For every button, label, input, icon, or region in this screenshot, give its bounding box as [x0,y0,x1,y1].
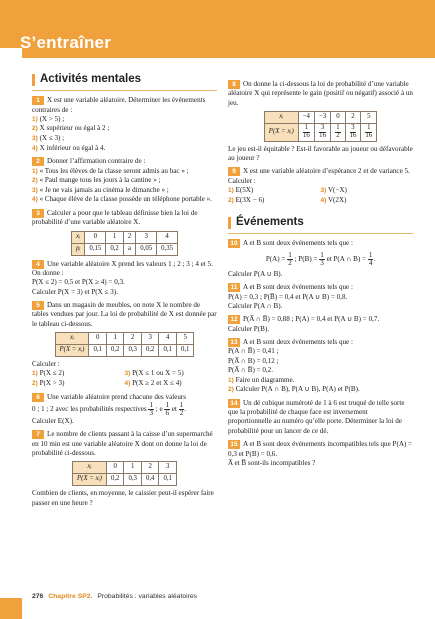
list-item: 1) Faire un diagramme. [228,375,295,384]
header-tab [0,48,22,58]
table-row: xᵢ 0 1 2 3 4 5 [55,333,194,345]
exercise-text: Donner l’affirmation contraire de : [47,157,146,166]
list-item: 3) V(−X) [320,186,347,195]
probability-table [71,231,178,256]
exercise-line: Combien de clients, en moyenne, le caissier peut-il espérer faire passer en une heure ? [32,489,214,507]
exercise-number: 10 [228,239,240,248]
exercise-number: 1 [32,96,44,105]
list-item: 1) P(X ≤ 2) [32,369,65,378]
exercise-1 [32,96,217,153]
list-item: 2) Calculer P(A ∩ B), P(A ∪ B), P(A) et P(B). [228,385,360,394]
list-item: 4) V(2X) [320,195,347,204]
section-divider [228,233,413,234]
table-row: pᵢ 0,15 0,2 a 0,05 0,35 [71,243,177,255]
list-item: 3) P(X ≤ 1 ou X = 5) [124,369,184,378]
exercise-line: Calculer P(A ∪ B). [228,269,283,278]
fraction: $\frac{1}{16}$ [365,124,373,139]
probability-table [55,332,195,357]
exercise-number: 13 [228,338,240,347]
exercise-text: On donne la ci-dessous la loi de probabilité d’une variable aléatoire X qui représente le gain (positif ou négatif) associé à un jeu. [228,80,413,107]
page-footer [32,593,197,602]
fraction: $\frac{1}{6}$ [165,400,169,417]
exercise-number: 7 [32,430,44,439]
exercise-text: X est une variable aléatoire d’espérance 2 et de variance 5. Calculer : [228,167,410,185]
exercise-11: 11 A et B sont deux événements tels que : P(A) = 0,3 ; P(B̅) = 0,4 et P(A ∪ B) = 0,8. Calculer P(A ∩ B). [228,283,413,311]
exercise-line: P(A ∩ B̅) = 0,41 ; [228,347,279,356]
fraction: $\frac{1}{16}$ [302,124,310,139]
exercise-number: 11 [228,283,240,292]
exercise-number: 2 [32,157,44,166]
table-row: P(X = xᵢ) 0,2 0,3 0,4 0,1 [73,474,177,486]
chapter-label: Chapitre SP2. [48,593,93,600]
exercise-14 [228,399,413,436]
exercise-7 [32,430,217,508]
exercise-number: 6 [32,393,44,402]
fraction: $\frac{1}{4}$ [368,250,373,267]
exercise-line: Calculer : [32,359,60,368]
list-item: 1) (X > 5) ; [32,114,65,123]
fraction: $\frac{3}{16}$ [319,124,326,139]
right-column [228,80,413,472]
exercise-12: 12 P(A̅ ∩ B̅) = 0,88 ; P(A) = 0,4 et P(A ∪ B) = 0,7. Calculer P(B). [228,315,413,334]
exercise-10 [228,239,413,279]
probability-table [72,461,177,486]
exercise-text: Un dé cubique numéroté de 1 à 6 est truqué de telle sorte que la probabilité de chaque face est inversement proportionnelle au numéro qu’elle porte. Déterminer la loi de probabilité pour un lancer de ce dé. [228,398,405,435]
list-item: 2) X supérieur ou égal à 2 ; [32,124,110,133]
fraction: $\frac{1}{3}$ [149,400,153,417]
page-number: 276 [32,593,44,600]
exercise-5 [32,301,217,389]
exercise-number: 9 [228,167,240,176]
list-item: 2) « Paul mange tous les jours à la cantine » ; [32,176,161,185]
exercise-line: Le jeu est-il équitable ? Est-il favorable au joueur ou défavorable au joueur ? [228,144,413,162]
exercise-6: 6 Une variable aléatoire prend chacune des valeurs 0 ; 1 ; 2 avec les probabilités respectives $\frac{1}{3}$ ; e $\frac{1}{6}$ et $\frac{1}{2}$ . Calculer E(X). [32,393,217,427]
left-column [32,72,217,512]
exercise-2 [32,157,217,205]
section-title-text: Événements [236,216,304,229]
list-item: 1) E(5X) [228,186,254,195]
fraction: $\frac{3}{16}$ [349,124,357,139]
exercise-number: 15 [228,440,240,449]
fraction: $\frac{1}{3}$ [320,250,324,267]
list-item: 2) E(3X − 6) [228,195,265,204]
exercise-line: Calculer P(B). [228,324,269,333]
list-item: 4) « Chaque élève de la classe possède un téléphone portable ». [32,195,212,204]
exercise-line: Calculer P(A ∩ B). [228,302,283,311]
exercise-text: A et B sont deux événements tels que : [243,239,353,248]
table-row: P(X = xᵢ) 0,1 0,2 0,3 0,2 0,1 0,1 [55,345,194,357]
exercise-text: Le nombre de clients passant à la caisse d’un supermarché en 10 min est une variable aléatoire X dont on donne la loi de probabilité ci-dessous. [32,430,213,458]
exercise-line: P(A̅ ∩ B) = 0,12 ; [228,356,279,365]
chapter-title: Probabilités : variables aléatoires [97,593,198,600]
formula: P(A) = $\frac{1}{2}$ ; P(B) = $\frac{1}{3}$ et P(A ∩ B) = $\frac{1}{4}$ . [265,250,376,267]
exercise-line: Calculer P(X = 3) et P(X ≤ 3). [32,287,118,296]
exercise-8 [228,80,413,163]
exercise-9 [228,167,413,205]
exercise-4: 4 Une variable aléatoire X prend les valeurs 1 ; 2 ; 3 ; 4 et 5. On donne : P(X ≤ 2) = 0,5 et P(X ≥ 4) = 0,3. Calculer P(X = 3) et P(X ≤ 3). [32,260,217,297]
exercise-text: A et B sont deux événements tels que : [243,338,353,347]
exercise-15: 15 A et B sont deux événements incompatibles tels que P(A) = 0,3 et P(B) = 0,6. A̅ et B̅ sont-ils incompatibles ? [228,440,413,467]
exercise-number: 14 [228,399,240,408]
table-row: xᵢ 0 1 2 3 [73,462,177,474]
exercise-text: Dans un magasin de meubles, on note X le nombre de tables vendues par jour. La loi de probabilité de X est donnée par le tableau ci-dessous. [32,300,217,328]
fraction: $\frac{1}{2}$ [288,250,292,267]
list-item: 4) X inférieur ou égal à 4. [32,143,106,152]
exercise-line: P(A̅ ∩ B̅) = 0,2. [228,366,273,375]
exercise-line: Calculer E(X). [32,417,74,426]
table-row: xᵢ −4 −3 0 2 5 [264,112,376,124]
list-item: 2) P(X > 3) [32,378,65,387]
exercise-number: 3 [32,209,44,218]
exercise-number: 4 [32,260,44,269]
list-item: 4) P(X ≥ 2 et X ≤ 4) [124,378,182,387]
corner-tab [0,598,22,619]
section-title-text: Activités mentales [40,73,141,85]
exercise-text: Calculer a pour que le tableau définisse bien la loi de probabilité d’une variable aléatoire X. [32,208,198,227]
section-divider [32,90,217,91]
fraction: $\frac{1}{2}$ [179,400,184,417]
exercise-number: 5 [32,301,44,310]
exercise-3 [32,209,217,256]
section-title-evenements [228,215,413,230]
page-title: S’entraîner [20,33,112,52]
exercise-line: P(A) = 0,3 ; P(B̅) = 0,4 et P(A ∪ B) = 0,8. [228,292,348,301]
exercise-line: P(X ≤ 2) = 0,5 et P(X ≥ 4) = 0,3. [32,278,125,287]
exercise-13 [228,338,413,395]
exercise-line: 0 ; 1 ; 2 avec les probabilités respectives $\frac{1}{3}$ ; e $\frac{1}{6}$ et $\frac{1}{2}$ . [32,400,187,417]
exercise-number: 8 [228,80,240,89]
exercise-number: 12 [228,315,240,324]
table-row: P(X = xᵢ) $\frac{1}{16}$ $\frac{3}{16}$ $\frac{1}{2}$ $\frac{3}{16}$ $\frac{1}{16}$ [264,124,376,142]
fraction: $\frac{1}{2}$ [336,124,340,139]
exercise-line: A̅ et B̅ sont-ils incompatibles ? [228,458,316,467]
list-item: 1) « Tous les élèves de la classe seront admis au bac » ; [32,166,189,175]
list-item: 3) « Je ne vais jamais au cinéma le dimanche » ; [32,185,169,194]
list-item: 3) (X ≤ 3) ; [32,134,65,143]
section-title-activites [32,72,217,87]
probability-table [264,111,377,142]
table-row: xᵢ 0 1 2 3 4 [71,231,177,243]
exercise-text: X est une variable aléatoire. Déterminer les événements contraires de : [32,96,206,114]
